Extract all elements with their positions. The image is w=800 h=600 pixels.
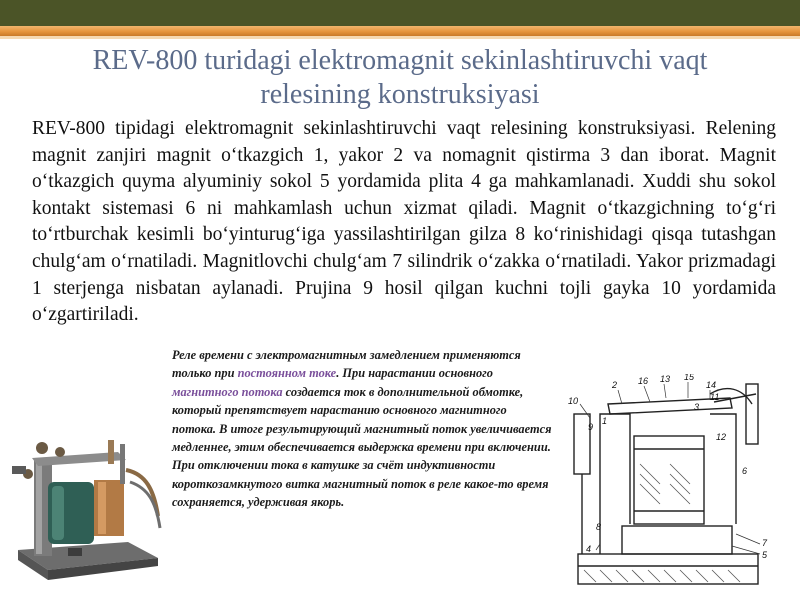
header-bar bbox=[0, 0, 800, 26]
relay-diagram bbox=[560, 374, 794, 592]
note-text-2: . При нарастании основного bbox=[336, 366, 493, 381]
russian-note bbox=[172, 346, 552, 512]
diagram-label-8: 8 bbox=[596, 522, 602, 532]
diagram-label-14: 14 bbox=[706, 380, 717, 390]
diagram-label-5: 5 bbox=[762, 550, 768, 560]
slide-title-line2: relesining konstruksiyasi bbox=[260, 79, 540, 110]
relay-photo bbox=[8, 430, 166, 592]
slide-title bbox=[40, 44, 760, 112]
diagram-label-9: 9 bbox=[588, 422, 594, 432]
diagram-label-6: 6 bbox=[742, 466, 748, 476]
diagram-label-13: 13 bbox=[660, 374, 671, 384]
header-stripe bbox=[0, 26, 800, 36]
diagram-label-10: 10 bbox=[568, 396, 579, 406]
diagram-label-4: 4 bbox=[586, 544, 592, 554]
slide-title-line1: REV-800 turidagi elektromagnit sekinlashtiruvchi vaqt bbox=[92, 45, 708, 76]
note-highlight-magnetic-flux: магнитного потока bbox=[172, 384, 283, 399]
diagram-label-3: 3 bbox=[694, 402, 700, 412]
diagram-label-1: 1 bbox=[602, 416, 608, 426]
diagram-label-15: 15 bbox=[684, 374, 695, 382]
diagram-label-7: 7 bbox=[762, 538, 768, 548]
note-text-1: Реле времени с электромагнитным замедлением применяются только при bbox=[172, 348, 521, 381]
body-paragraph: REV-800 tipidagi elektromagnit sekinlashtiruvchi vaqt relesining konstruksiyasi. Relening magnit zanjiri magnit o‘tkazgich 1, yakor 2 va nomagnit qistirma 3 dan iborat. Magnit o‘tkazgich quyma alyuminiy sokol 5 yordamida plita 4 ga mahkamlanadi. Xuddi shu sokol kontakt sistemasi 6 ni mahkamlash uchun xizmat qiladi. Magnit o‘tkazgichning to‘g‘ri to‘rtburchak kesimli bo‘yinturug‘iga yassilashtirilgan gilza 8 ko‘rinishidagi qisqa tutashgan chulg‘am o‘rnatiladi. Magnitlovchi chulg‘am 7 silindrik o‘zakka o‘rnatiladi. Yakor prizmadagi 1 sterjenga nisbatan aylanadi. Prujina 9 hosil qilgan kuchni tojli gayka 10 yordamida o‘zgartiriladi. bbox=[32, 118, 776, 326]
diagram-label-2: 2 bbox=[612, 380, 618, 390]
note-text-3: создается ток в дополнительной обмотке, который препятствует нарастанию основного магнитного потока. В итоге результирующий магнитный поток увеличивается медленнее, этим обеспечивается выдержка времени при включении. При отключении тока в катушке за счёт индуктивности короткозамкнутого витка магнитный поток в реле какое-то время сохраняется, удерживая якорь. bbox=[172, 384, 552, 510]
diagram-label-12: 12 bbox=[716, 432, 727, 442]
diagram-label-16: 16 bbox=[638, 376, 649, 386]
header-stripe-highlight bbox=[0, 36, 800, 39]
note-highlight-direct-current: постоянном токе bbox=[237, 366, 337, 381]
diagram-label-11: 11 bbox=[710, 392, 720, 402]
